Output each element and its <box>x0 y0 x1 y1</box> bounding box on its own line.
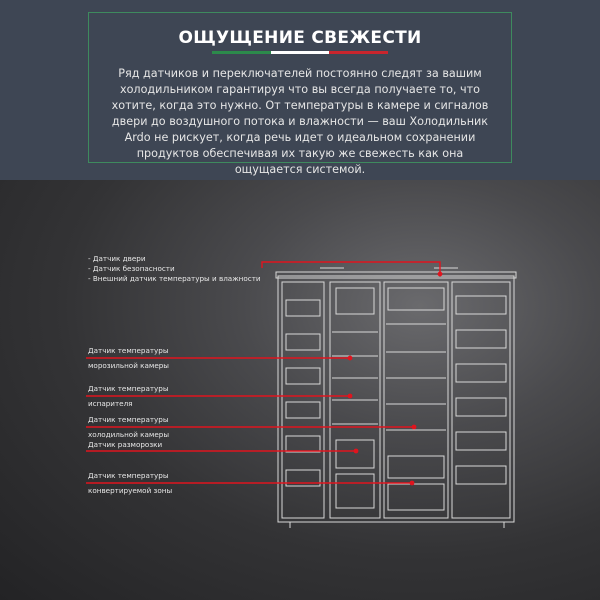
sensor-label-convertible-line2: конвертируемой зоны <box>88 486 173 495</box>
sensor-label-fridge-line2: холодильной камеры <box>88 430 169 439</box>
sensor-label-fridge-line1: Датчик температуры <box>88 415 169 424</box>
sensor-label-evaporator-line1: Датчик температуры <box>88 384 169 393</box>
top-sensor-label-external: - Внешний датчик температуры и влажности <box>88 274 261 283</box>
sensor-label-evaporator-line2: испарителя <box>88 399 133 408</box>
description-text: Ряд датчиков и переключателей постоянно следят за вашим холодильником гарантируя что вы всегда получаете то, что хотите, когда это нужно. От температуры в камере и сигналов двери до воздушного потока и влажности — ваш Холодильник Ardo не рискует, когда речь идет о идеальном сохранении продуктов обеспечивая их такую же свежесть как она ощущается системой. <box>111 67 489 176</box>
page-title: ОЩУЩЕНИЕ СВЕЖЕСТИ <box>178 28 422 48</box>
sensor-label-freezer-line2: морозильной камеры <box>88 361 169 370</box>
sensor-label-convertible-line1: Датчик температуры <box>88 471 169 480</box>
top-sensor-label-safety: - Датчик безопасности <box>88 264 175 273</box>
top-sensor-label-door: - Датчик двери <box>88 254 146 263</box>
sensor-label-freezer-line1: Датчик температуры <box>88 346 169 355</box>
sensor-label-defrost-line1: Датчик разморозки <box>88 440 163 449</box>
